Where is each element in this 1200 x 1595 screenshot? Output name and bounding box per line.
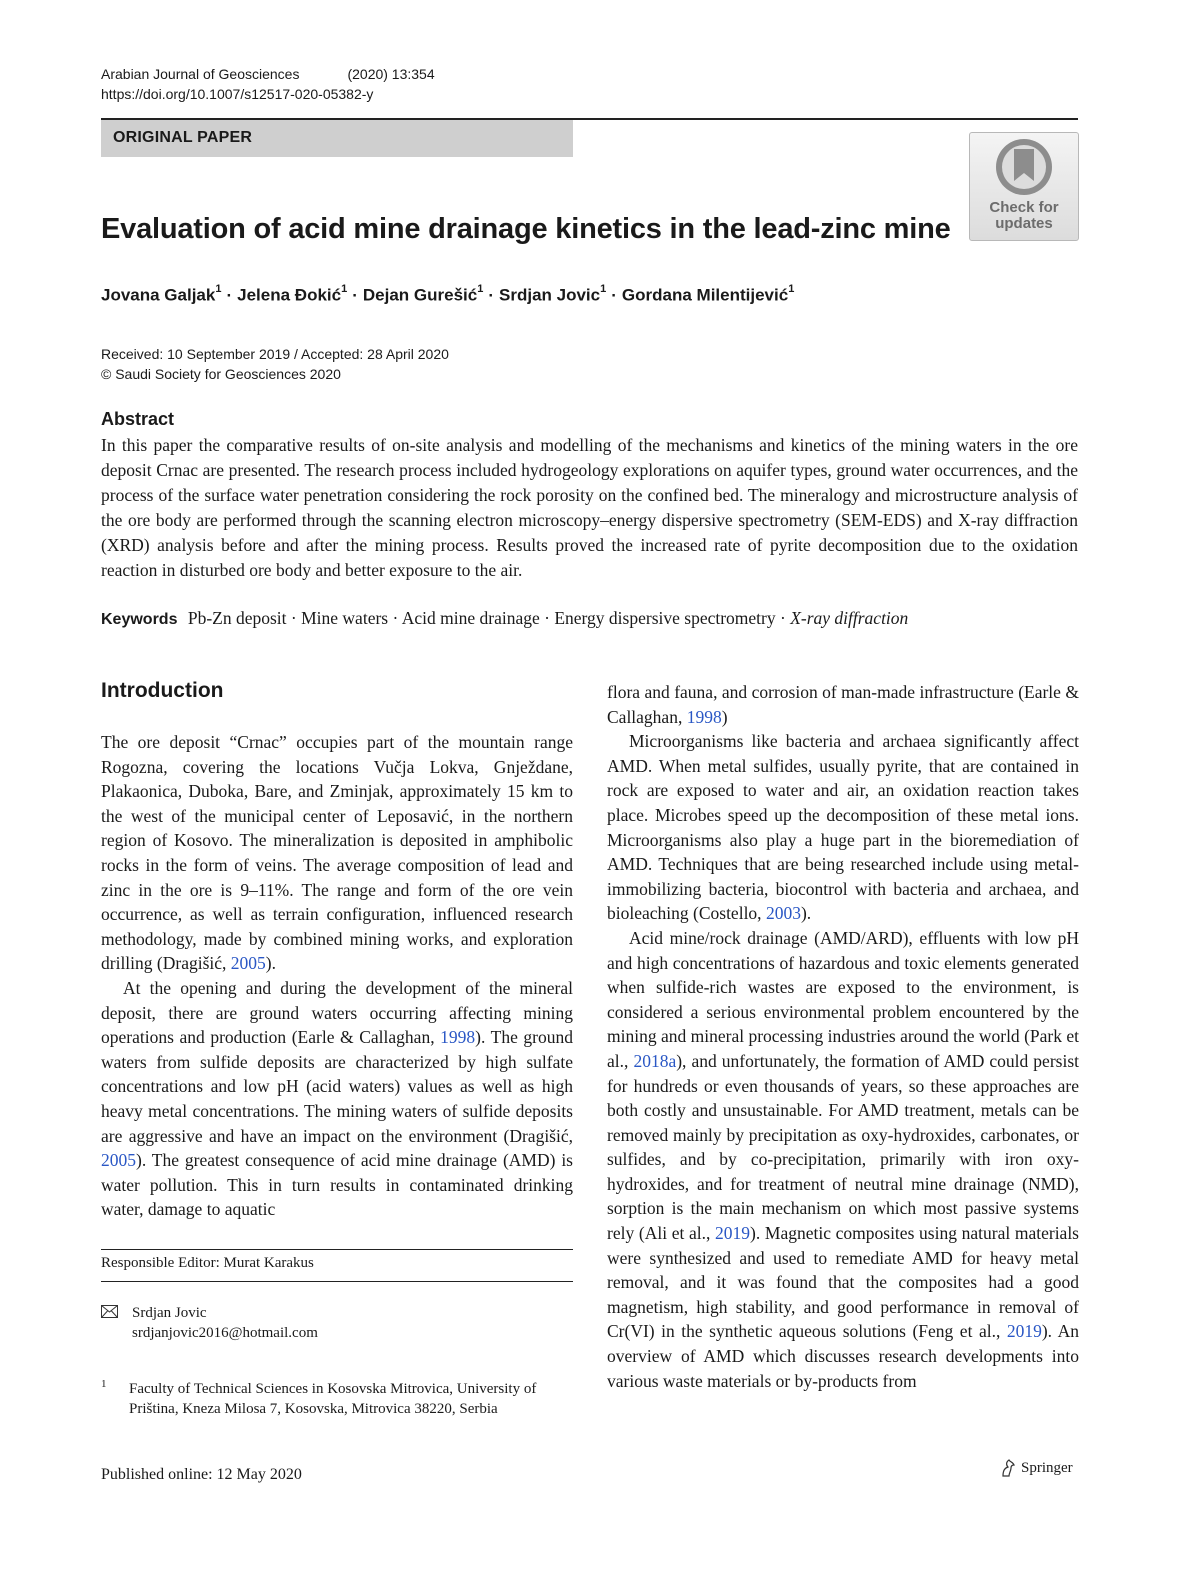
author-affiliation-mark: 1	[600, 283, 607, 295]
corresponding-author-email[interactable]: srdjanjovic2016@hotmail.com	[132, 1325, 318, 1341]
paragraph	[607, 926, 1079, 1393]
journal-volume: (2020) 13:354	[347, 66, 435, 82]
text-run: ). The greatest consequence of acid mine drainage (AMD) is water pollution. This in turn results in contaminated drinking water, damage to aquatic	[101, 1150, 573, 1220]
received-accepted: Received: 10 September 2019 / Accepted: 28 April 2020	[101, 346, 449, 362]
paragraph	[607, 729, 1079, 926]
author-list: Jovana Galjak$^1$ · Jelena Đokić$^1$ · Dejan Gurešić$^1$ · Srdjan Jovic$^1$ · Gordana Milentijević$^1$	[101, 283, 795, 305]
journal-header	[101, 64, 435, 104]
check-for-updates-badge[interactable]	[969, 132, 1079, 241]
text-run: ). Magnetic composites using natural materials were synthesized and used to remediate AMD for heavy metal removal, and it was found that the composites had a good magnetism, high stability, and good performance in removal of Cr(VI) in the synthetic aqueous solutions (Feng et al.,	[607, 1223, 1079, 1342]
text-run: The ore deposit “Crnac” occupies part of the mountain range Rogozna, covering the locations Vučja Lokva, Gnježdane, Plakaonica, Duboka, Bare, and Zminjak, approximately 15 km to the west of the municipal center of Leposavić, in the northern region of Kosovo. The mineralization is deposited in amphibolic rocks in the form of veins. The average composition of lead and zinc in the ore is 9–11%. The range and form of the ore vein occurrence, as well as terrain configuration, influenced research methodology, made by combined mining works, and exploration drilling (Dragišić,	[101, 732, 573, 974]
affiliation: Faculty of Technical Sciences in Kosovska Mitrovica, University of Priština, Kneza Milosa 7, Kosovska, Mitrovica 38220, Serbia	[129, 1381, 537, 1417]
springer-horse-icon	[1000, 1459, 1016, 1477]
check-updates-line1: Check for	[989, 199, 1059, 216]
publisher-logo	[1000, 1459, 1073, 1477]
left-column	[101, 730, 573, 1222]
citation-link[interactable]: 2019	[715, 1223, 751, 1244]
right-column	[607, 680, 1079, 1393]
text-run: Microorganisms like bacteria and archaea significantly affect AMD. When metal sulfides, usually pyrite, that are contained in rock are exposed to water and air, an oxidation reaction takes place. Microbes speed up the decomposition of these metal ions. Microorganisms also play a huge part in the bioremediation of AMD. Techniques that are being researched include using metal-immobilizing bacteria, biocontrol with bacteria and archaea, and bioleaching (Costello,	[607, 731, 1079, 924]
text-run: flora and fauna, and corrosion of man-made infrastructure (Earle & Callaghan,	[607, 682, 1079, 727]
keywords: Keywords Pb-Zn deposit · Mine waters · Acid mine drainage · Energy dispersive spectrometry · X-ray diffraction	[101, 608, 909, 628]
copyright-line: © Saudi Society for Geosciences 2020	[101, 366, 341, 382]
keyword: Pb-Zn deposit	[187, 608, 287, 628]
affiliation-number: 1	[101, 1378, 107, 1390]
text-run: ).	[265, 953, 276, 974]
text-run: ).	[800, 903, 812, 924]
check-updates-line2: updates	[995, 215, 1053, 232]
envelope-icon	[101, 1305, 118, 1318]
citation-link[interactable]: 2003	[765, 903, 801, 924]
author-name[interactable]: Dejan Gurešić	[362, 285, 478, 305]
corresponding-author	[132, 1303, 318, 1343]
journal-name: Arabian Journal of Geosciences	[101, 66, 300, 82]
abstract-heading: Abstract	[101, 409, 175, 429]
citation-link[interactable]: 1998	[686, 706, 722, 727]
text-run: At the opening and during the development of the mineral deposit, there are ground waters occurring affecting mining operations and production (Earle & Callaghan,	[101, 977, 573, 1048]
paragraph	[101, 976, 573, 1222]
paragraph	[101, 730, 573, 976]
author-name[interactable]: Jovana Galjak	[101, 285, 216, 305]
citation-link[interactable]: 2005	[101, 1150, 136, 1171]
footnote-rule	[101, 1249, 573, 1250]
keyword: Acid mine drainage	[401, 608, 540, 628]
text-run: )	[721, 706, 728, 727]
corresponding-author-name: Srdjan Jovic	[132, 1305, 207, 1321]
doi-link[interactable]: https://doi.org/10.1007/s12517-020-05382-y	[101, 86, 374, 102]
text-run: ). The ground waters from sulfide deposits are characterized by high sulfate concentrations and low pH (acid waters) values as well as high heavy metal concentrations. The mining waters of sulfide deposits are aggressive and have an impact on the environment (Dragišić,	[101, 1027, 573, 1146]
text-run: ), and unfortunately, the formation of AMD could persist for hundreds or even thousands of years, so these approaches are both costly and unsustainable. For AMD treatment, metals can be removed mainly by precipitation as oxy-hydroxides, carbonates, or sulfides, and by co-precipitation, primarily with iron oxy-hydroxides, and for treatment of neutral mine drainage (NMD), sorption is the main mechanism on which most passive systems rely (Ali et al.,	[607, 1050, 1079, 1244]
author-affiliation-mark: 1	[215, 283, 222, 295]
paragraph	[607, 680, 1079, 729]
author-name[interactable]: Srdjan Jovic	[499, 285, 601, 305]
author-name[interactable]: Gordana Milentijević	[621, 285, 789, 305]
abstract-text: In this paper the comparative results of on-site analysis and modelling of the mechanisms and kinetics of the mining waters in the ore deposit Crnac are presented. The research process included hydrogeology explorations on aquifer types, ground water occurrences, and the process of the surface water penetration considering the rock porosity on the confined bed. The mineralogy and microstructure analysis of the ore body are performed through the scanning electron microscopy–energy dispersive spectrometry (SEM-EDS) and X-ray diffraction (XRD) analysis before and after the mining process. Results proved the increased rate of pyrite decomposition due to the oxidation reaction in disturbed ore body and better exposure to the air.	[101, 435, 1078, 580]
footnote-rule	[101, 1281, 573, 1282]
responsible-editor: Responsible Editor: Murat Karakus	[101, 1255, 314, 1271]
paper-type-banner	[101, 120, 573, 157]
published-online: Published online: 12 May 2020	[101, 1466, 302, 1483]
keyword: X-ray diffraction	[790, 608, 909, 628]
author-affiliation-mark: 1	[788, 283, 795, 295]
section-heading-introduction: Introduction	[101, 679, 224, 702]
text-run: ). An overview of AMD which discusses research developments into various waste materials or by-products from	[607, 1321, 1080, 1391]
publisher-name: Springer	[1021, 1459, 1073, 1476]
paper-dates	[101, 344, 449, 384]
paper-title: Evaluation of acid mine drainage kinetics in the lead-zinc mine	[101, 213, 951, 245]
author-affiliation-mark: 1	[341, 283, 348, 295]
keyword: Energy dispersive spectrometry	[554, 608, 776, 628]
keyword: Mine waters	[301, 608, 389, 628]
citation-link[interactable]: 1998	[440, 1027, 476, 1048]
citation-link[interactable]: 2019	[1006, 1321, 1042, 1342]
bookmark-icon	[970, 135, 1078, 199]
citation-link[interactable]: 2005	[230, 953, 266, 974]
citation-link[interactable]: 2018a	[633, 1050, 677, 1071]
keywords-label: Keywords	[101, 611, 178, 628]
paper-type-label: ORIGINAL PAPER	[113, 129, 253, 146]
author-affiliation-mark: 1	[477, 283, 484, 295]
text-run: Acid mine/rock drainage (AMD/ARD), effluents with low pH and high concentrations of hazardous and toxic elements generated when sulfide-rich wastes are exposed to the environment, is considered a serious environmental problem encountered by the mining and mineral processing industries around the world (Park et al.,	[607, 927, 1079, 1071]
author-name[interactable]: Jelena Đokić	[237, 285, 342, 305]
